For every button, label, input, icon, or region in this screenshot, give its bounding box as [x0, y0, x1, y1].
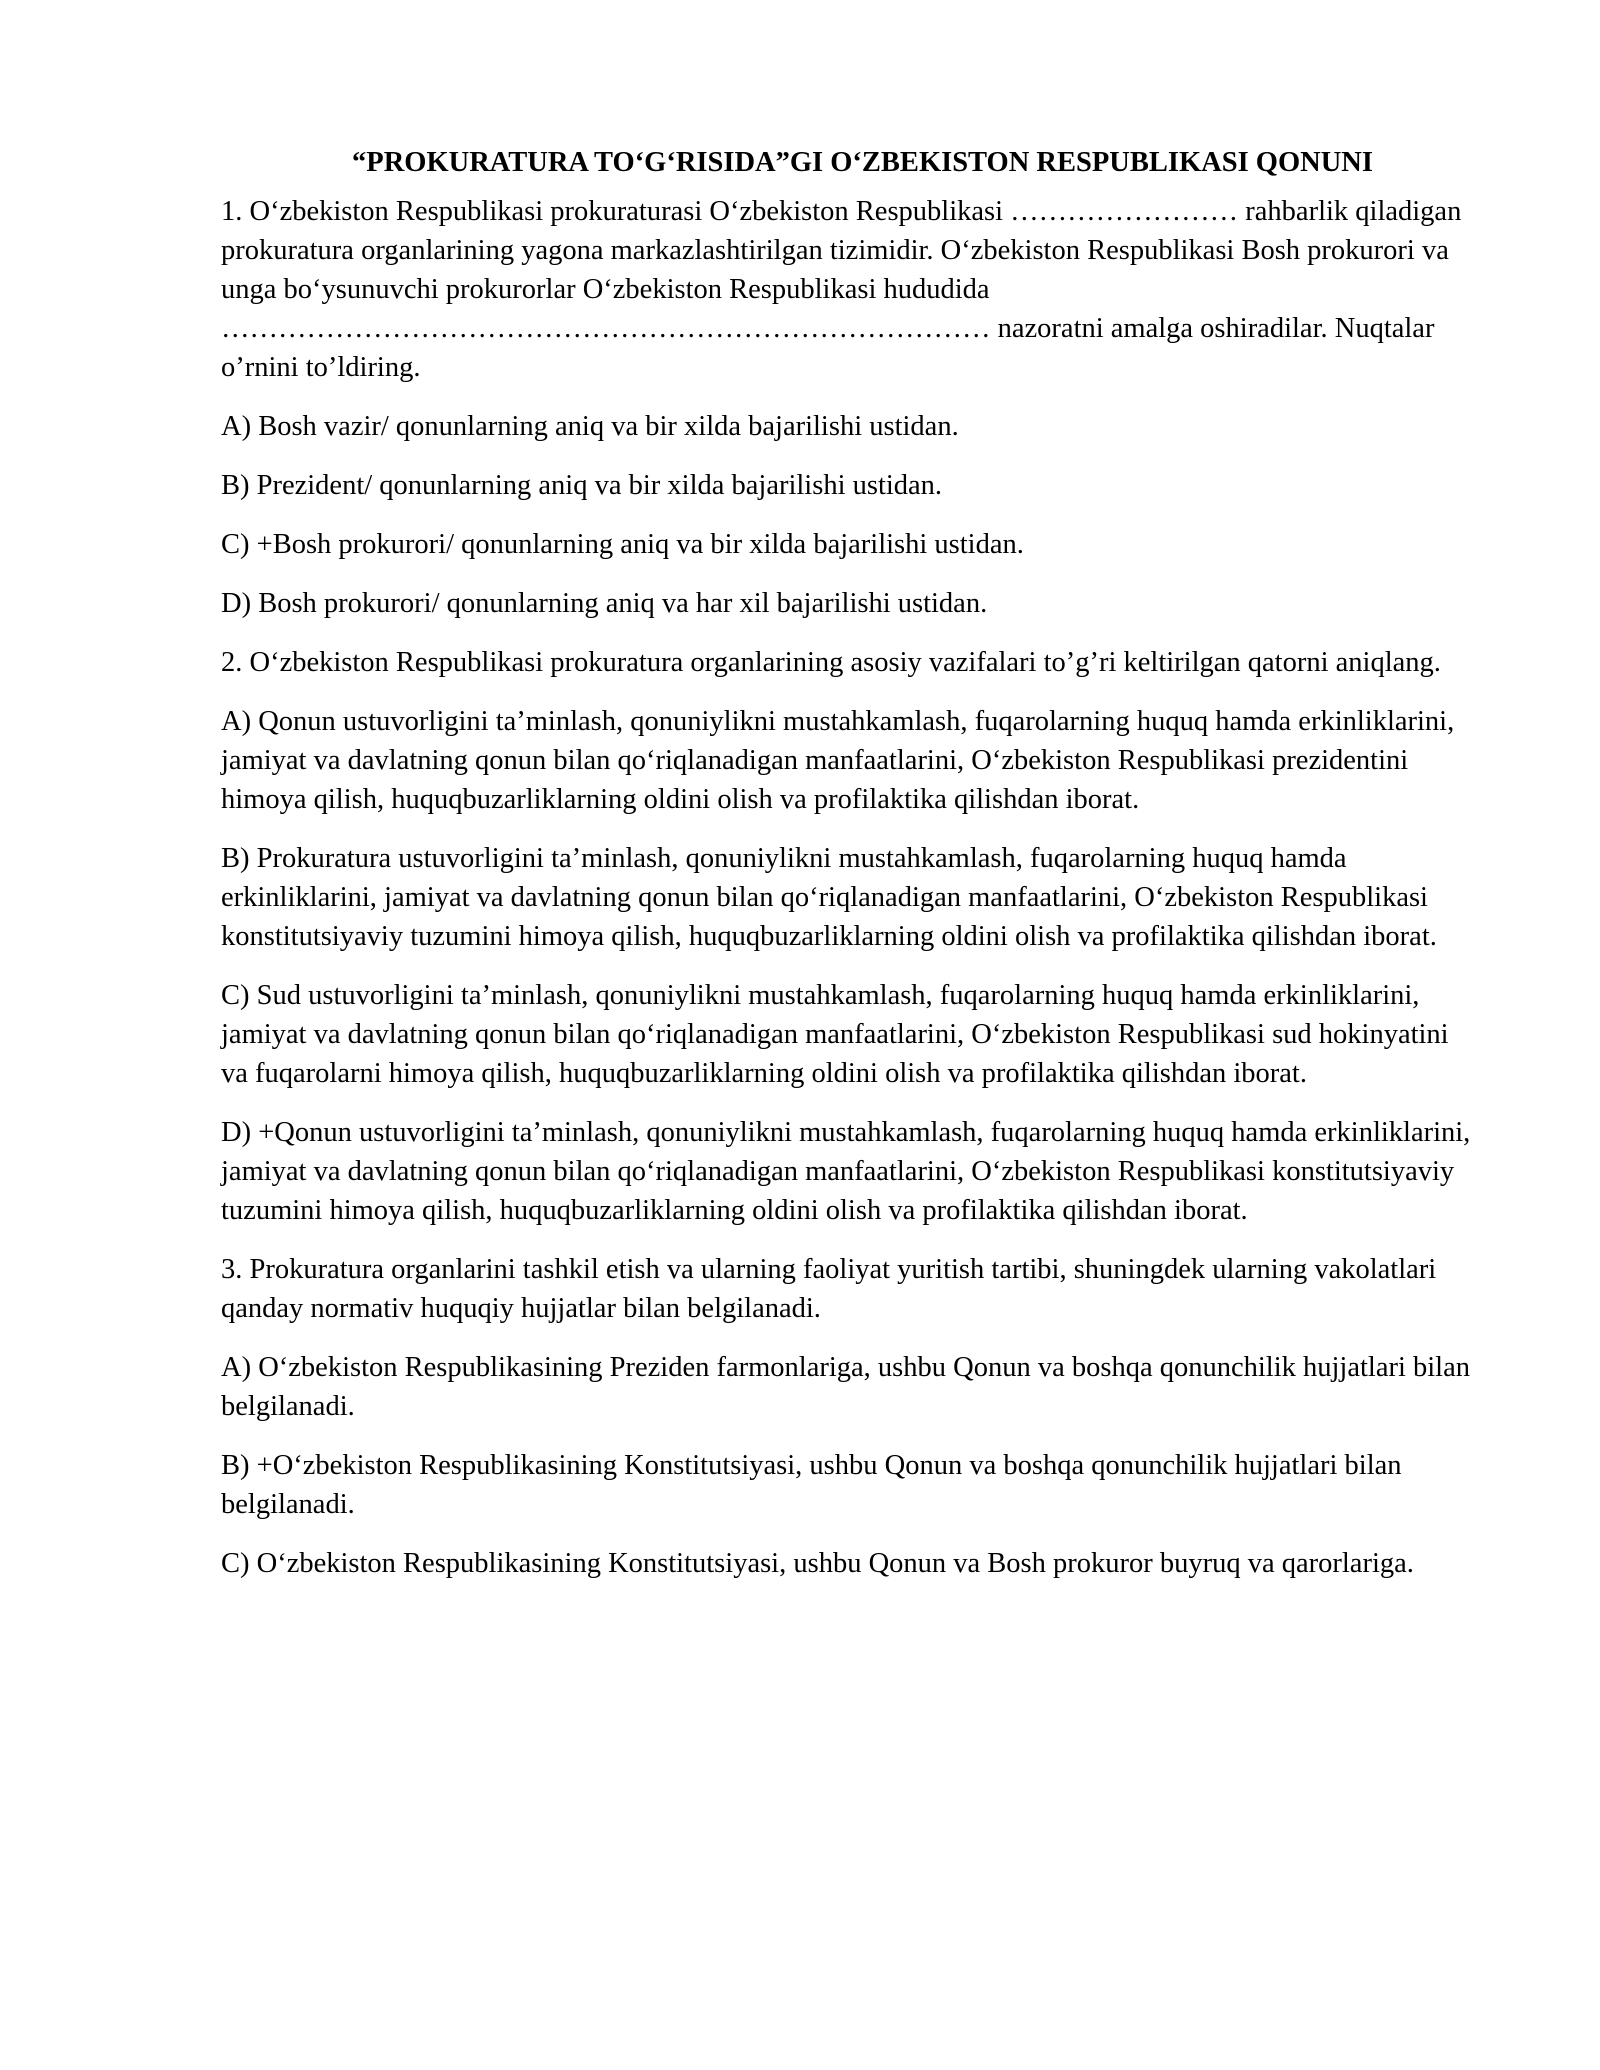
question-3-option-b: B) +O‘zbekiston Respublikasining Konstitutsiyasi, ushbu Qonun va boshqa qonunchilik hujjatlari bilan belgilanadi.: [221, 1450, 1402, 1520]
question-3-option-c: C) O‘zbekiston Respublikasining Konstitutsiyasi, ushbu Qonun va Bosh prokuror buyruq va qarorlariga.: [221, 1548, 1414, 1579]
document-title: “PROKURATURA TO‘G‘RISIDA”GI O‘ZBEKISTON RESPUBLIKASI QONUNI: [352, 147, 1373, 178]
question-1-option-a: A) Bosh vazir/ qonunlarning aniq va bir xilda bajarilishi ustidan.: [221, 411, 959, 442]
question-2-option-d: D) +Qonun ustuvorligini ta’minlash, qonuniylikni mustahkamlash, fuqarolarning huquq hamda erkinliklarini, jamiyat va davlatning qonun bilan qo‘riqlanadigan manfaatlarini, O‘zbekiston Respublikasi konstitutsiyaviy tuzumini himoya qilish, huquqbuzarliklarning oldini olish va profilaktika qilishdan iborat.: [221, 1117, 1471, 1226]
question-1: 1. O‘zbekiston Respublikasi prokuraturasi O‘zbekiston Respublikasi …………………… rahbarlik qiladigan prokuratura organlarining yagona markazlashtirilgan tizimidir. O‘zbekiston Respublikasi Bosh prokurori va unga bo‘ysunuvchi prokurorlar O‘zbekiston Respublikasi hududida ……………………………………………………………………… nazoratni amalga oshiradilar. Nuqtalar o’rnini to’ldiring.: [221, 196, 1462, 383]
question-1-option-b: B) Prezident/ qonunlarning aniq va bir xilda bajarilishi ustidan.: [221, 470, 943, 501]
question-2-option-a: A) Qonun ustuvorligini ta’minlash, qonuniylikni mustahkamlash, fuqarolarning huquq hamda erkinliklarini, jamiyat va davlatning qonun bilan qo‘riqlanadigan manfaatlarini, O‘zbekiston Respublikasi prezidentini himoya qilish, huquqbuzarliklarning oldini olish va profilaktika qilishdan iborat.: [221, 706, 1455, 815]
question-1-option-c: C) +Bosh prokurori/ qonunlarning aniq va bir xilda bajarilishi ustidan.: [221, 529, 1024, 560]
question-2-option-c: C) Sud ustuvorligini ta’minlash, qonuniylikni mustahkamlash, fuqarolarning huquq hamda erkinliklarini, jamiyat va davlatning qonun bilan qo‘riqlanadigan manfaatlarini, O‘zbekiston Respublikasi sud hokinyatini va fuqarolarni himoya qilish, huquqbuzarliklarning oldini olish va profilaktika qilishdan iborat.: [221, 980, 1449, 1089]
question-2-option-b: B) Prokuratura ustuvorligini ta’minlash, qonuniylikni mustahkamlash, fuqarolarning huquq hamda erkinliklarini, jamiyat va davlatning qonun bilan qo‘riqlanadigan manfaatlarini, O‘zbekiston Respublikasi konstitutsiyaviy tuzumini himoya qilish, huquqbuzarliklarning oldini olish va profilaktika qilishdan iborat.: [221, 843, 1437, 952]
document-page: [221, 143, 1474, 1603]
question-3: 3. Prokuratura organlarini tashkil etish va ularning faoliyat yuritish tartibi, shuningdek ularning vakolatlari qanday normativ huquqiy hujjatlar bilan belgilanadi.: [221, 1254, 1437, 1324]
question-3-option-a: A) O‘zbekiston Respublikasining Preziden farmonlariga, ushbu Qonun va boshqa qonunchilik hujjatlari bilan belgilanadi.: [221, 1352, 1471, 1422]
question-1-option-d: D) Bosh prokurori/ qonunlarning aniq va har xil bajarilishi ustidan.: [221, 588, 988, 619]
question-2: 2. O‘zbekiston Respublikasi prokuratura organlarining asosiy vazifalari to’g’ri keltirilgan qatorni aniqlang.: [221, 647, 1441, 678]
